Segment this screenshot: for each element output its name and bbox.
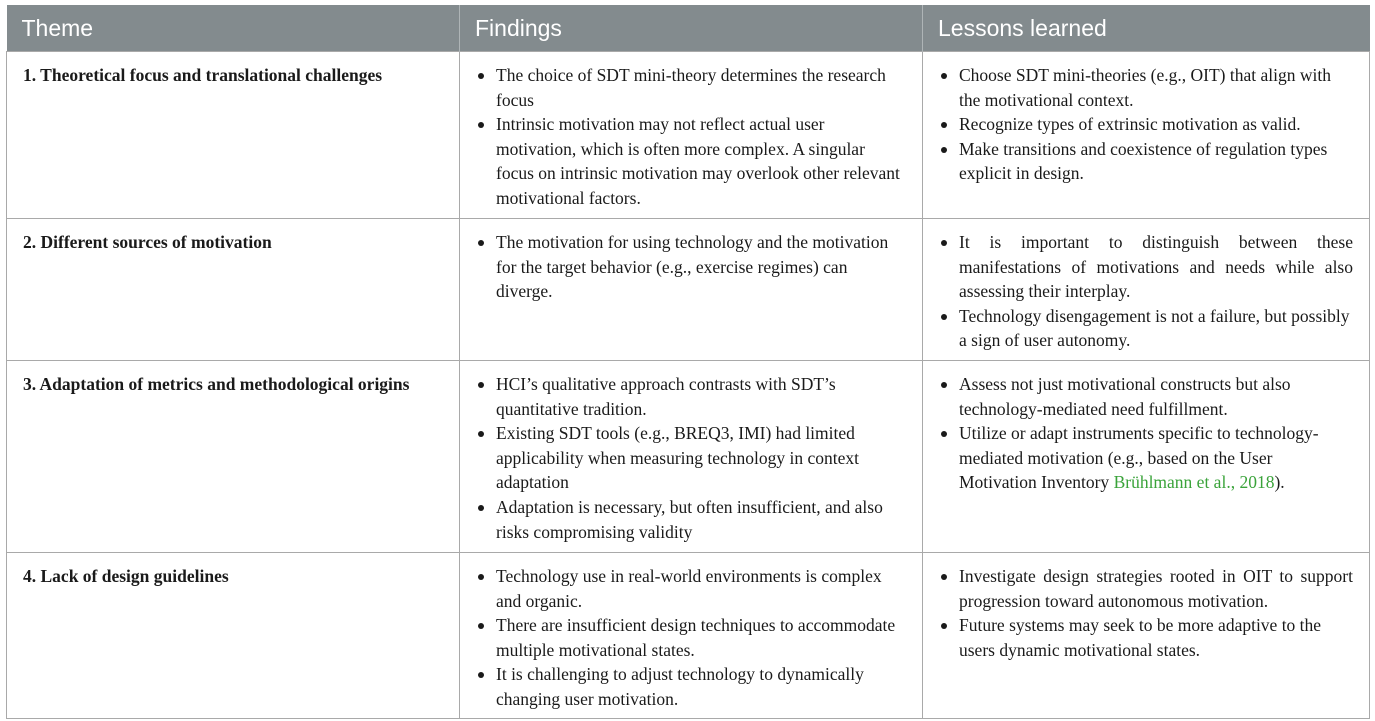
lessons-list bbox=[939, 564, 1353, 662]
lessons-cell bbox=[923, 219, 1370, 361]
list-item bbox=[939, 137, 1353, 186]
list-item-text: Technology disengagement is not a failure, but possibly a sign of user autonomy. bbox=[959, 305, 1350, 351]
theme-cell: 4. Lack of design guidelines bbox=[7, 553, 460, 719]
bullet-icon bbox=[478, 122, 484, 128]
list-item-text: The choice of SDT mini-theory determines the research focus bbox=[496, 65, 886, 110]
findings-cell bbox=[460, 219, 923, 361]
list-item bbox=[476, 112, 906, 210]
list-item-text: Technology use in real-world environments is complex and organic. bbox=[496, 566, 882, 611]
theme-cell: 3. Adaptation of metrics and methodological origins bbox=[7, 361, 460, 553]
findings-list bbox=[476, 230, 906, 304]
list-item-text: There are insufficient design techniques to accommodate multiple motivational states. bbox=[496, 615, 896, 660]
list-item bbox=[939, 230, 1353, 304]
bullet-icon bbox=[478, 240, 484, 246]
list-item bbox=[476, 230, 906, 304]
reference-suffix: ). bbox=[1274, 472, 1285, 493]
theme-cell: 1. Theoretical focus and translational challenges bbox=[7, 52, 460, 219]
bullet-icon bbox=[941, 623, 947, 629]
list-item-text: Choose SDT mini-theories (e.g., OIT) that align with the motivational context. bbox=[959, 65, 1331, 110]
list-item-text: It is important to distinguish between these manifestations of motivations and needs while also assessing their interplay. bbox=[959, 232, 1353, 302]
header-lessons: Lessons learned bbox=[923, 5, 1370, 52]
bullet-icon bbox=[941, 431, 947, 437]
list-item-text: It is challenging to adjust technology to dynamically changing user motivation. bbox=[496, 664, 864, 709]
list-item bbox=[939, 372, 1353, 421]
bullet-icon bbox=[478, 431, 484, 437]
list-item bbox=[939, 63, 1353, 112]
lessons-cell bbox=[923, 52, 1370, 219]
list-item bbox=[939, 564, 1353, 613]
header-findings: Findings bbox=[460, 5, 923, 52]
bullet-icon bbox=[941, 382, 947, 388]
list-item-text: Adaptation is necessary, but often insufficient, and also risks compromising validity bbox=[496, 496, 883, 542]
findings-list bbox=[476, 372, 906, 544]
list-item bbox=[476, 421, 906, 495]
list-item bbox=[939, 112, 1353, 137]
lessons-list bbox=[939, 63, 1353, 186]
bullet-icon bbox=[941, 147, 947, 153]
list-item-text: Existing SDT tools (e.g., BREQ3, IMI) had limited applicability when measuring technology in context adaptation bbox=[496, 423, 860, 493]
bullet-icon bbox=[478, 623, 484, 629]
list-item-text: Investigate design strategies rooted in OIT to support progression toward autonomous motivation. bbox=[959, 566, 1353, 611]
bullet-icon bbox=[478, 574, 484, 580]
list-item-text: Assess not just motivational constructs but also technology-mediated need fulfillment. bbox=[959, 374, 1291, 419]
lessons-cell bbox=[923, 553, 1370, 719]
table-row bbox=[7, 52, 1370, 219]
bullet-icon bbox=[941, 314, 947, 320]
findings-cell bbox=[460, 52, 923, 219]
bullet-icon bbox=[941, 574, 947, 580]
list-item bbox=[939, 304, 1353, 353]
header-row bbox=[7, 5, 1370, 52]
findings-cell bbox=[460, 553, 923, 719]
list-item-text: The motivation for using technology and the motivation for the target behavior (e.g., exercise regimes) can diverge. bbox=[496, 232, 889, 302]
list-item-text: Utilize or adapt instruments specific to technology-mediated motivation (e.g., based on the User Motivation Inventory bbox=[959, 423, 1319, 493]
lessons-list bbox=[939, 230, 1353, 353]
findings-list bbox=[476, 564, 906, 712]
theme-cell: 2. Different sources of motivation bbox=[7, 219, 460, 361]
bullet-icon bbox=[941, 240, 947, 246]
list-item bbox=[476, 662, 906, 711]
bullet-icon bbox=[478, 382, 484, 388]
list-item bbox=[939, 613, 1353, 662]
bullet-icon bbox=[941, 122, 947, 128]
reference-link[interactable]: Brühlmann et al., 2018 bbox=[1113, 472, 1275, 493]
list-item bbox=[476, 63, 906, 112]
list-item bbox=[476, 372, 906, 421]
bullet-icon bbox=[478, 73, 484, 79]
bullet-icon bbox=[941, 73, 947, 79]
findings-table bbox=[6, 5, 1370, 719]
list-item bbox=[476, 495, 906, 544]
table-row bbox=[7, 219, 1370, 361]
findings-cell bbox=[460, 361, 923, 553]
table-row bbox=[7, 361, 1370, 553]
table-row bbox=[7, 553, 1370, 719]
findings-list bbox=[476, 63, 906, 211]
header-theme: Theme bbox=[7, 5, 460, 52]
list-item-text: Recognize types of extrinsic motivation as valid. bbox=[959, 114, 1301, 135]
list-item-text: Make transitions and coexistence of regulation types explicit in design. bbox=[959, 138, 1328, 184]
list-item-text: HCI’s qualitative approach contrasts with SDT’s quantitative tradition. bbox=[496, 374, 836, 419]
list-item-text: Future systems may seek to be more adaptive to the users dynamic motivational states. bbox=[959, 615, 1322, 660]
lessons-list bbox=[939, 372, 1353, 495]
list-item-text: Intrinsic motivation may not reflect actual user motivation, which is often more complex. A singular focus on intrinsic motivation may overlook other relevant motivational factors. bbox=[496, 114, 900, 208]
list-item bbox=[476, 564, 906, 613]
list-item bbox=[476, 613, 906, 662]
bullet-icon bbox=[478, 505, 484, 511]
bullet-icon bbox=[478, 672, 484, 678]
list-item bbox=[939, 421, 1353, 495]
lessons-cell bbox=[923, 361, 1370, 553]
